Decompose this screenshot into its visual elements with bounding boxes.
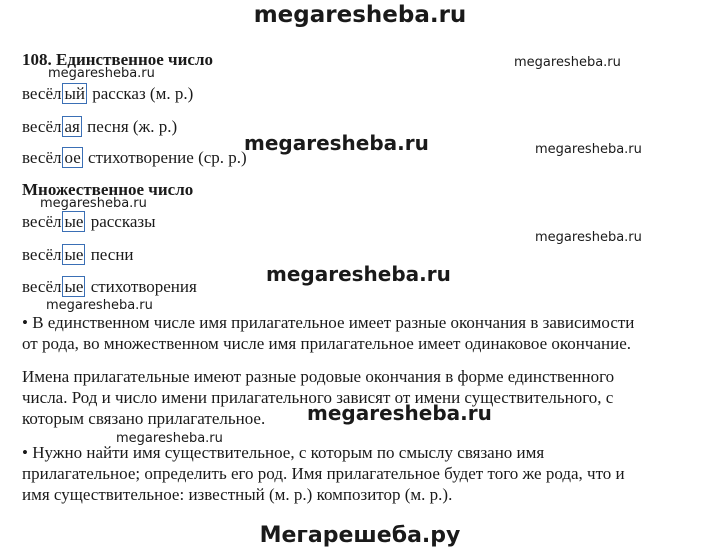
word-ending: ое (64, 148, 81, 167)
singular-phrase (22, 117, 177, 137)
phrase-rest: стихотворения (86, 277, 197, 296)
word-stem: весёл (22, 212, 62, 231)
phrase-rest: песня (ж. р.) (82, 117, 178, 136)
watermark-small: megaresheba.ru (535, 142, 642, 157)
watermark-big: megaresheba.ru (244, 131, 429, 155)
word-stem: весёл (22, 148, 62, 167)
phrase-rest: рассказы (86, 212, 156, 231)
word-ending: ые (64, 212, 84, 231)
watermark-big: megaresheba.ru (266, 262, 451, 286)
paragraph-line: от рода, во множественном числе имя прилагательное имеет одинаковое окончание. (22, 334, 631, 353)
word-ending: ая (64, 117, 80, 136)
singular-phrase (22, 148, 247, 168)
word-stem: весёл (22, 277, 62, 296)
watermark-small: megaresheba.ru (48, 66, 155, 81)
paragraph-line: прилагательное; определить его род. Имя прилагательное будет того же рода, что и (22, 464, 625, 483)
paragraph-line: которым связано прилагательное. (22, 409, 266, 428)
word-ending: ые (64, 277, 84, 296)
paragraph-line: имя существительное: известный (м. р.) композитор (м. р.). (22, 485, 453, 504)
paragraph-line: • Нужно найти имя существительное, с которым по смыслу связано имя (22, 443, 545, 462)
watermark-top: megaresheba.ru (253, 2, 467, 28)
watermark-small: megaresheba.ru (535, 230, 642, 245)
phrase-rest: рассказ (м. р.) (88, 84, 194, 103)
watermark-bottom: Мегарешеба.ру (259, 523, 461, 548)
watermark-small: megaresheba.ru (40, 196, 147, 211)
singular-phrase (22, 84, 193, 104)
watermark-small: megaresheba.ru (116, 431, 223, 446)
word-stem: весёл (22, 84, 62, 103)
watermark-small: megaresheba.ru (514, 55, 621, 70)
plural-heading: Множественное число (22, 180, 194, 199)
phrase-rest: стихотворение (ср. р.) (83, 148, 247, 167)
watermark-big: megaresheba.ru (307, 401, 492, 425)
paragraph-line: Имена прилагательные имеют разные родовые окончания в форме единственного (22, 367, 615, 386)
plural-phrase (22, 277, 197, 297)
word-ending: ый (64, 84, 86, 103)
word-ending: ые (64, 245, 84, 264)
plural-phrase (22, 212, 156, 232)
exercise-title: 108. Единственное число (22, 50, 214, 69)
paragraph-line: числа. Род и число имени прилагательного зависят от имени существительного, с (22, 388, 614, 407)
plural-phrase (22, 245, 134, 265)
watermark-small: megaresheba.ru (46, 298, 153, 313)
word-stem: весёл (22, 117, 62, 136)
word-stem: весёл (22, 245, 62, 264)
phrase-rest: песни (86, 245, 134, 264)
paragraph-line: • В единственном числе имя прилагательное имеет разные окончания в зависимости (22, 313, 635, 332)
